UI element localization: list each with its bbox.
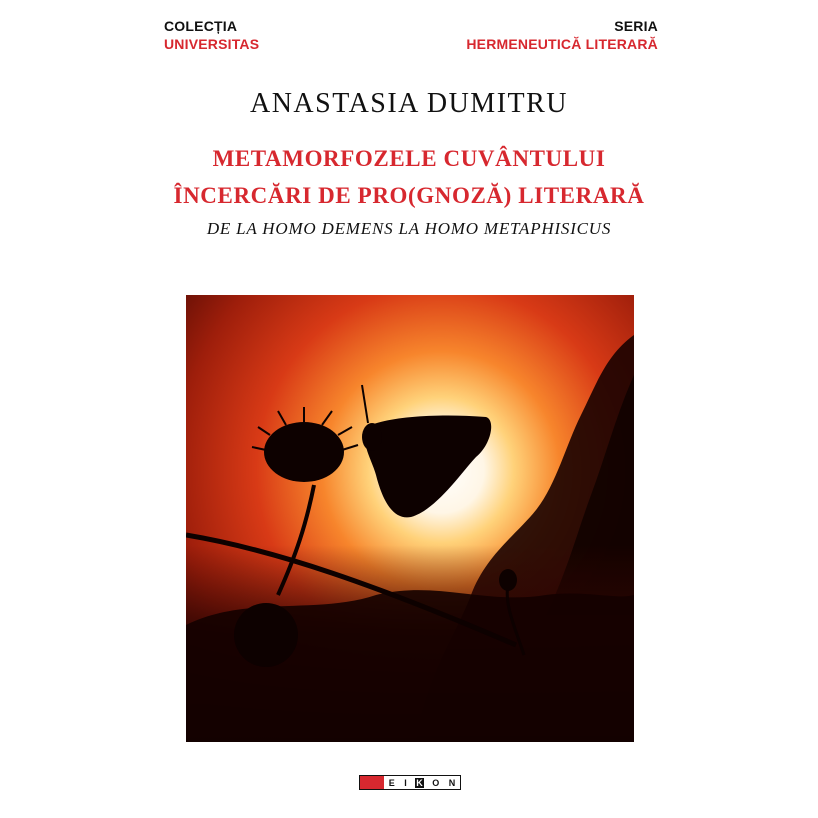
series-name: HERMENEUTICĂ LITERARĂ — [466, 36, 658, 52]
logo-letter-e: E — [388, 777, 395, 788]
series-label: SERIA — [614, 18, 658, 34]
book-title: METAMORFOZELE CUVÂNTULUI — [212, 146, 606, 171]
author-name: ANASTASIA DUMITRU — [249, 88, 569, 119]
cover-illustration — [186, 295, 634, 742]
collection-block — [164, 17, 259, 53]
publisher-logo-red-block — [360, 776, 384, 789]
book-subtitle: DE LA HOMO DEMENS LA HOMO METAPHISICUS — [206, 219, 612, 238]
book-title-line-2: ÎNCERCĂRI DE PRO(GNOZĂ) LITERARĂ — [173, 183, 645, 208]
collection-label: COLECȚIA — [164, 18, 238, 34]
series-block — [466, 17, 658, 53]
logo-letter-k: K — [416, 777, 423, 788]
collection-name: UNIVERSITAS — [164, 36, 260, 52]
logo-letter-i: I — [404, 777, 407, 788]
logo-letter-o: O — [432, 777, 440, 788]
publisher-logo — [359, 775, 461, 790]
publisher-logo-letters — [384, 776, 460, 789]
logo-letter-n: N — [448, 777, 456, 788]
